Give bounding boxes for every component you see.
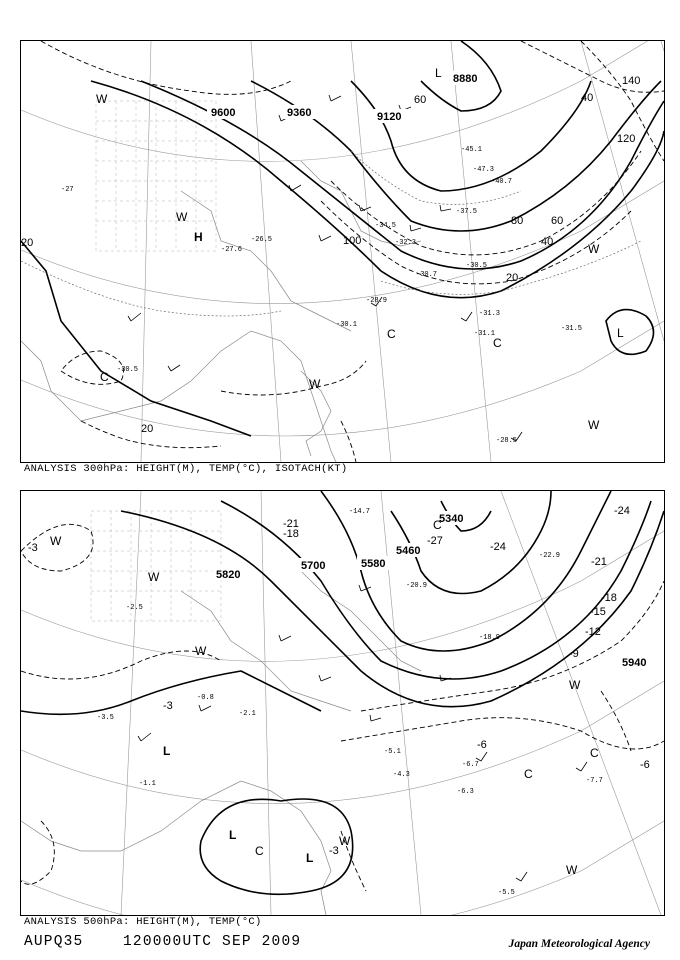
isotach-label-20: 20	[141, 423, 154, 435]
height-label-9600: 9600	[211, 107, 236, 119]
marker-L: L	[306, 851, 314, 865]
temp-value: -28.9	[366, 297, 388, 305]
temp-value: -18.9	[479, 634, 501, 642]
height-label-5820: 5820	[216, 569, 241, 581]
height-label-5580: 5580	[361, 558, 386, 570]
isotach-labels	[21, 75, 640, 435]
marker-W: W	[309, 377, 321, 391]
marker-W: W	[566, 863, 578, 877]
temp-value: -14.7	[349, 508, 371, 516]
isotherm-label: -6	[640, 759, 650, 771]
temp-value: -31.3	[479, 310, 501, 318]
wind-barbs	[138, 585, 587, 881]
temp-value: -3.5	[97, 714, 114, 722]
marker-W: W	[339, 834, 351, 848]
height-label-9120: 9120	[377, 111, 402, 123]
isotach-label-120: 120	[617, 133, 636, 145]
temp-value: -22.9	[539, 552, 561, 560]
marker-W: W	[588, 242, 600, 256]
marker-C: C	[493, 336, 502, 350]
temp-value: -40.7	[491, 178, 513, 186]
caption-500hpa: ANALYSIS 500hPa: HEIGHT(M), TEMP(°C)	[24, 916, 262, 928]
agency-credit: Japan Meteorological Agency	[508, 938, 650, 950]
coastline	[21, 161, 421, 462]
chart-code: AUPQ35	[24, 934, 84, 950]
isotach-label-100: 100	[343, 235, 362, 247]
analysis-500hpa-map	[20, 490, 665, 916]
isotach-label-40: 40	[581, 92, 594, 104]
temp-value: -1.1	[139, 780, 156, 788]
isotherm-label: -12	[585, 626, 601, 638]
temp-value: -4.3	[393, 771, 410, 779]
height-label-5700: 5700	[301, 560, 326, 572]
temp-value: -31.5	[561, 325, 583, 333]
temp-value: -5.5	[498, 889, 515, 897]
caption-300hpa: ANALYSIS 300hPa: HEIGHT(M), TEMP(°C), ISOTACH(KT)	[24, 463, 348, 475]
marker-C: C	[100, 370, 109, 384]
height-label-8880: 8880	[453, 73, 478, 85]
temp-value: -20.9	[406, 582, 428, 590]
temp-value: -30.5	[466, 262, 488, 270]
coastline	[21, 571, 421, 915]
marker-H: H	[194, 230, 203, 244]
graticule	[21, 491, 664, 915]
height-label-9360: 9360	[287, 107, 312, 119]
isotherm-label: -24	[614, 505, 630, 517]
temp-value: -27	[61, 186, 74, 194]
temp-value: -30.1	[336, 321, 358, 329]
isotach-contours	[41, 41, 664, 462]
isotach-label-20: 20	[21, 237, 34, 249]
map-300hpa-graphic	[21, 41, 664, 462]
map-500hpa-graphic	[21, 491, 664, 915]
height-label-5940: 5940	[622, 657, 647, 669]
isotach-label-140: 140	[622, 75, 641, 87]
marker-C: C	[524, 767, 533, 781]
chart-identifier	[24, 934, 301, 950]
marker-W: W	[195, 644, 207, 658]
chart-datetime: 120000UTC SEP 2009	[123, 934, 302, 950]
height-label-5460: 5460	[396, 545, 421, 557]
temp-value: -27.6	[221, 246, 243, 254]
isotherm-label: -18	[283, 528, 299, 540]
temp-value: -2.5	[126, 604, 143, 612]
isotach-label-60: 60	[551, 215, 564, 227]
isotach-label-60: 60	[414, 94, 427, 106]
temp-value: -0.8	[197, 694, 214, 702]
marker-C: C	[433, 518, 442, 532]
analysis-300hpa-map	[20, 40, 665, 463]
temp-value: -45.1	[461, 146, 483, 154]
isotherm-label: -3	[329, 845, 339, 857]
isotach-label-80: 80	[511, 215, 524, 227]
isotach-label-40: 40	[541, 236, 554, 248]
temp-value: -6.3	[457, 788, 474, 796]
marker-W: W	[96, 92, 108, 106]
marker-W: W	[569, 678, 581, 692]
marker-L: L	[435, 66, 442, 80]
isotherm-contours	[21, 151, 641, 316]
isotherm-label: -18	[601, 592, 617, 604]
temp-value: -2.1	[239, 710, 256, 718]
marker-L: L	[229, 828, 237, 842]
isotherm-label: -6	[477, 739, 487, 751]
isotherm-label: -24	[490, 541, 506, 553]
isotherm-label: -27	[427, 535, 443, 547]
marker-W: W	[176, 210, 188, 224]
graticule	[21, 41, 664, 462]
marker-W: W	[148, 570, 160, 584]
marker-C: C	[255, 844, 264, 858]
isotherm-label: -9	[569, 648, 579, 660]
marker-L: L	[617, 326, 624, 340]
temp-value: -31.1	[474, 330, 496, 338]
marker-C: C	[387, 327, 396, 341]
height-label-5340: 5340	[439, 513, 464, 525]
marker-C: C	[590, 746, 599, 760]
temp-value: -30.5	[117, 366, 139, 374]
isotherm-label: -3	[163, 700, 173, 712]
marker-L: L	[163, 744, 171, 758]
isotherm-label: -15	[590, 606, 606, 618]
temp-value: -32.3	[395, 239, 417, 247]
temp-value: -37.5	[456, 208, 478, 216]
temp-value: -26.5	[251, 236, 273, 244]
temp-value: -30.7	[416, 271, 438, 279]
temp-value: -47.3	[473, 166, 495, 174]
marker-W: W	[50, 534, 62, 548]
isotherm-label: -21	[283, 518, 299, 530]
temp-value: -5.1	[384, 748, 401, 756]
temp-value: -28.5	[496, 437, 518, 445]
temp-value: -7.7	[586, 777, 603, 785]
isotherm-label: -21	[591, 556, 607, 568]
marker-W: W	[588, 418, 600, 432]
temp-value: -6.7	[462, 761, 479, 769]
isotherm-label: -3	[28, 542, 38, 554]
temp-value: -34.5	[375, 222, 397, 230]
isotach-label-20: 20	[506, 272, 519, 284]
